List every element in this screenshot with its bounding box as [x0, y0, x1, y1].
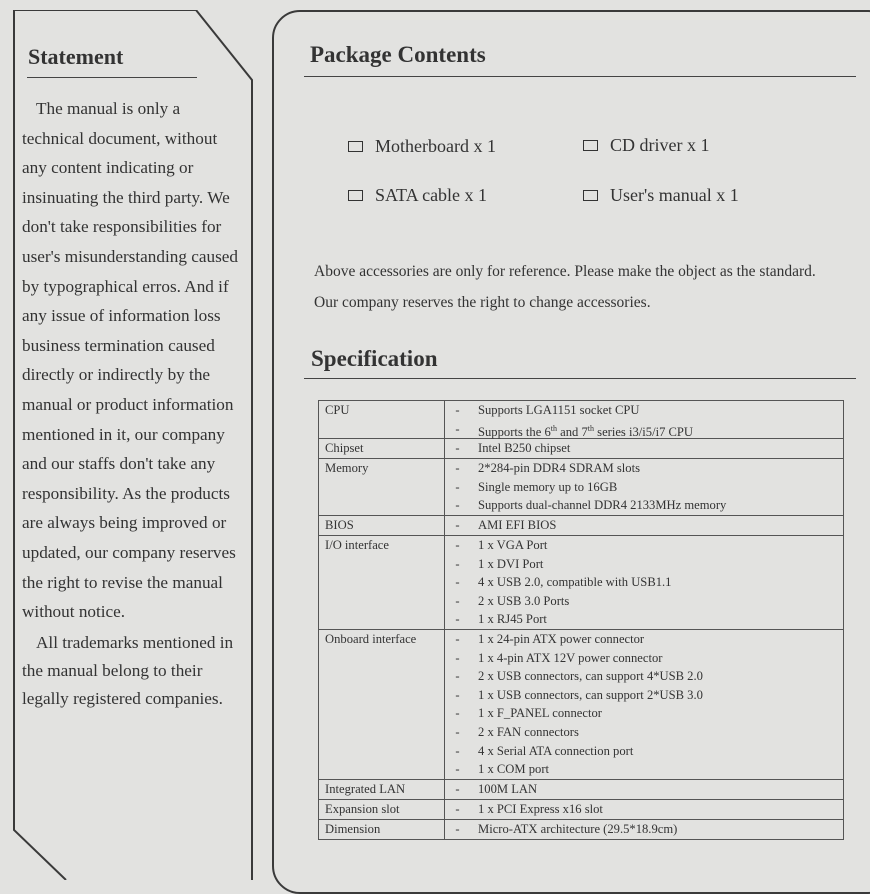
spec-values — [445, 799, 844, 819]
specification-title: Specification — [311, 346, 438, 371]
spec-values — [445, 439, 844, 459]
spec-label: Chipset — [319, 439, 445, 459]
spec-values — [445, 779, 844, 799]
spec-row-cpu — [319, 401, 844, 439]
spec-row-dimension — [319, 819, 844, 839]
spec-label: Expansion slot — [319, 799, 445, 819]
package-item-sata-cable: SATA cable x 1 — [348, 185, 487, 206]
spec-line: - Intel B250 chipset — [455, 441, 571, 456]
spec-row-chipset — [319, 439, 844, 459]
package-item-cd-driver: CD driver x 1 — [583, 135, 709, 156]
specification-rule — [304, 378, 856, 379]
statement-title: Statement — [28, 44, 124, 69]
spec-values — [445, 535, 844, 629]
spec-line: - Micro-ATX architecture (29.5*18.9cm) — [455, 821, 678, 836]
spec-line: - 2 x USB connectors, can support 4*USB 2.0 — [455, 669, 703, 684]
spec-line: - 1 x RJ45 Port — [455, 612, 547, 627]
spec-line: - 1 x DVI Port — [455, 556, 544, 571]
spec-row-onboard-interface — [319, 629, 844, 779]
spec-line: - 2 x FAN connectors — [455, 724, 579, 739]
spec-line: - 1 x F_PANEL connector — [455, 706, 602, 721]
spec-row-expansion-slot — [319, 799, 844, 819]
spec-line: - 1 x USB connectors, can support 2*USB 3.0 — [455, 687, 703, 702]
package-contents-title: Package Contents — [310, 42, 486, 67]
spec-line: - 2*284-pin DDR4 SDRAM slots — [455, 461, 640, 476]
spec-values — [445, 459, 844, 516]
spec-line: - 1 x VGA Port — [455, 537, 548, 552]
spec-line: - 1 x COM port — [455, 762, 550, 777]
spec-line: - Supports dual-channel DDR4 2133MHz memory — [455, 498, 727, 513]
spec-line: - 1 x PCI Express x16 slot — [455, 801, 603, 816]
checkbox-icon — [583, 190, 598, 201]
spec-values — [445, 515, 844, 535]
checkbox-icon — [348, 141, 363, 152]
spec-line: - Single memory up to 16GB — [455, 479, 618, 494]
spec-line: - 1 x 24-pin ATX power connector — [455, 631, 645, 646]
spec-row-memory — [319, 459, 844, 516]
statement-paragraph-1: The manual is only a technical document, without any content indicating or insinuating the third party. We don't take responsibilities for user's misunderstanding caused by typographical erros. And if any issue of information loss business termination caused directly or indirectly by the manual or product information mentioned in it, our company and our staffs don't take any responsibility. As the products are always being improved or updated, our company reserves the right to revise the manual without notice. — [22, 99, 238, 622]
spec-row-i-o-interface — [319, 535, 844, 629]
spec-line: - Supports LGA1151 socket CPU — [455, 403, 640, 417]
specification-table — [318, 400, 844, 840]
accessories-note-line-1: Above accessories are only for reference. Please make the object as the standard. — [314, 263, 816, 280]
spec-line: - 2 x USB 3.0 Ports — [455, 593, 570, 608]
spec-label: CPU — [319, 401, 445, 439]
spec-line: - 100M LAN — [455, 781, 538, 796]
checkbox-icon — [583, 140, 598, 151]
spec-values — [445, 629, 844, 779]
spec-values — [445, 819, 844, 839]
spec-label: BIOS — [319, 515, 445, 535]
checkbox-icon — [348, 190, 363, 201]
spec-row-bios — [319, 515, 844, 535]
spec-values — [445, 401, 844, 439]
package-item-users-manual: User's manual x 1 — [583, 185, 739, 206]
spec-label: I/O interface — [319, 535, 445, 629]
statement-paragraph-2: All trademarks mentioned in the manual belong to their legally registered companies. — [22, 632, 234, 708]
statement-title-rule — [27, 77, 197, 78]
accessories-note-line-2: Our company reserves the right to change accessories. — [314, 294, 651, 311]
package-item-motherboard: Motherboard x 1 — [348, 136, 496, 157]
spec-label: Memory — [319, 459, 445, 516]
spec-line: - 4 x USB 2.0, compatible with USB1.1 — [455, 575, 672, 590]
spec-line: - Supports the 6th and 7th series i3/i5/i7 CPU — [455, 421, 694, 439]
package-contents-rule — [304, 76, 856, 77]
spec-line: - 1 x 4-pin ATX 12V power connector — [455, 650, 663, 665]
statement-body — [22, 94, 246, 713]
spec-label: Dimension — [319, 819, 445, 839]
spec-label: Onboard interface — [319, 629, 445, 779]
spec-label: Integrated LAN — [319, 779, 445, 799]
spec-line: - 4 x Serial ATA connection port — [455, 743, 634, 758]
spec-line: - AMI EFI BIOS — [455, 517, 557, 532]
spec-row-integrated-lan — [319, 779, 844, 799]
